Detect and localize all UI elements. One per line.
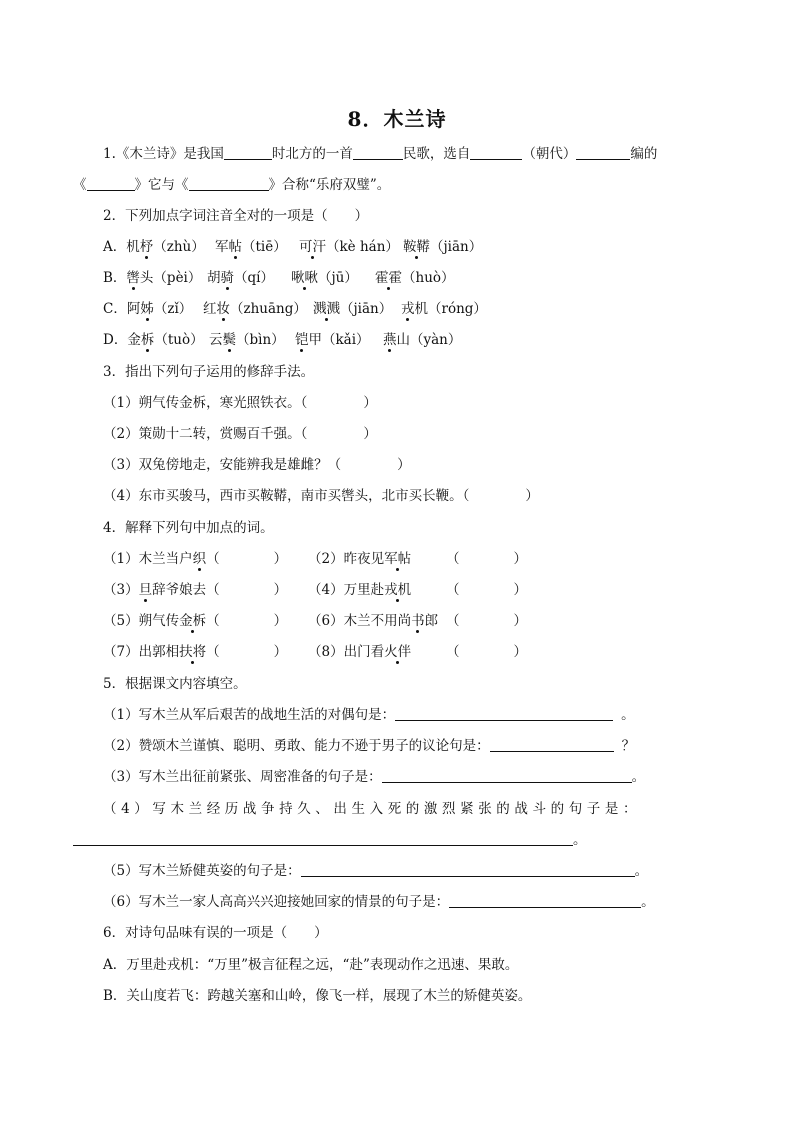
q3-item-4: （4）东市买骏马，西市买鞍鞯，南市买辔头，北市买长鞭。（ ） [103,488,539,504]
q1-blank-era[interactable] [224,145,272,160]
q5-blank-3[interactable] [382,768,632,783]
question-3-stem: 3．指出下列句子运用的修辞手法。 [103,364,315,380]
q5-item-2: （2）赞颂木兰谨慎、聪明、勇敢、能力不逊于男子的议论句是： ？ [103,738,636,754]
q4-answer-3[interactable]: （ ） [206,582,288,598]
q2-option-a[interactable]: A．机杼（zhù） 军帖（tiē） 可汗（kè hán） 鞍鞯（jiān） [103,239,483,255]
q2-option-c[interactable]: C．阿姊（zǐ） 红妆（zhuāng） 溅溅（jiān） 戎机（róng） [103,301,487,317]
q1-blank-nation[interactable] [353,145,403,160]
q4-answer-2[interactable]: （ ） [446,551,527,567]
q1-text-a: 1.《木兰诗》是我国 [103,146,224,162]
dotted-char: 金柝 [179,613,207,629]
q5-blank-1[interactable] [395,706,613,721]
dotted-char: 辔 [126,270,140,286]
q4-answer-6[interactable]: （ ） [446,613,527,629]
question-5-stem: 5．根据课文内容填空。 [103,676,247,692]
dotted-char: 军帖 [384,551,412,567]
question-4-stem: 4．解释下列句中加点的词。 [103,520,274,536]
q5-blank-2[interactable] [490,737,614,752]
question-1-line-1 [103,145,657,163]
dotted-char: 鞍鞯 [403,239,430,255]
q4-answer-5[interactable]: （ ） [206,613,288,629]
q4-answer-1[interactable]: （ ） [206,551,288,567]
q1-blank-collection[interactable] [470,145,522,160]
dotted-char: 鬓 [222,332,236,348]
dotted-char: 火伴 [384,644,412,660]
q1-blank-editor[interactable] [87,176,135,191]
q4-answer-4[interactable]: （ ） [446,582,527,598]
page-title: 8．木兰诗 [347,107,447,131]
q2-option-d[interactable]: D．金柝（tuò） 云鬓（bìn） 铠甲（kǎi） 燕山（yàn） [103,332,462,348]
q1-text-h: 》合称“乐府双璧”。 [268,177,391,193]
q3-item-1: （1）朔气传金柝，寒光照铁衣。（ ） [103,395,377,411]
dotted-char: 姊 [140,301,154,317]
q4-row-4: （7）出郭相扶将（ ） （8）出门看火伴 （ ） [103,644,527,660]
q6-option-b[interactable]: B．关山度若飞：跨越关塞和山岭，像飞一样，展现了木兰的矫健英姿。 [103,988,532,1004]
dotted-char: 骑 [220,270,234,286]
dotted-char: 尚书郎 [397,613,439,629]
dotted-char: 织 [192,551,207,567]
dotted-char: 霍霍 [375,270,402,286]
dotted-char: 燕 [383,332,397,348]
q5-item-1: （1）写木兰从军后艰苦的战地生活的对偶句是： 。 [103,707,635,723]
q5-blank-6[interactable] [449,893,641,908]
q5-blank-4[interactable] [73,831,573,846]
dotted-char: 可汗 [299,239,326,255]
q1-blank-paired-poem[interactable] [189,176,269,191]
dotted-char: 柝 [140,332,155,348]
q1-text-e: 编的 [630,146,658,162]
dotted-char: 溅溅 [313,301,340,317]
q5-item-4-answer: 。 [73,831,587,849]
q1-text-f: 《 [73,177,87,193]
q4-row-1: （1）木兰当户织（ ） （2）昨夜见军帖 （ ） [103,551,527,567]
q3-item-3: （3）双兔傍地走，安能辨我是雄雌？（ ） [103,457,411,473]
q5-item-5: （5）写木兰矫健英姿的句子是： 。 [103,863,649,879]
q1-text-g: 》它与《 [134,177,189,193]
q2-option-b[interactable]: B．辔头（pèi） 胡骑（qí） 啾啾（jū） 霍霍（huò） [103,270,455,286]
dotted-char: 铠 [295,332,309,348]
dotted-char: 帖 [228,239,242,255]
q5-blank-5[interactable] [301,862,635,877]
question-2-stem: 2．下列加点字词注音全对的一项是（ ） [103,208,369,224]
q6-option-a[interactable]: A．万里赴戎机：“万里”极言征程之远，“赴”表现动作之迅速、果敢。 [103,957,519,973]
q1-text-d: （朝代） [522,146,577,162]
dotted-char: 戎机 [384,582,412,598]
dotted-char: 旦 [138,582,153,598]
question-1-line-2 [73,176,390,194]
q4-answer-8[interactable]: （ ） [446,644,527,660]
dotted-char: 扶将 [179,644,207,660]
q5-item-6: （6）写木兰一家人高高兴兴迎接她回家的情景的句子是： 。 [103,894,655,910]
q3-item-2: （2）策勋十二转，赏赐百千强。（ ） [103,426,377,442]
q1-text-c: 民歌，选自 [402,146,471,162]
q5-item-3: （3）写木兰出征前紧张、周密准备的句子是： 。 [103,769,646,785]
q5-item-4: （4）写木兰经历战争持久、出生入死的激烈紧张的战斗的句子是： [103,801,642,817]
dotted-char: 戎 [401,301,415,317]
question-6-stem: 6．对诗句品味有误的一项是（ ） [103,925,328,941]
q4-answer-7[interactable]: （ ） [206,644,288,660]
q1-text-b: 时北方的一首 [271,146,353,162]
q4-row-2: （3）旦辞爷娘去（ ） （4）万里赴戎机 （ ） [103,582,527,598]
dotted-char: 妆 [216,301,230,317]
q1-blank-dynasty[interactable] [576,145,630,160]
q4-row-3: （5）朔气传金柝（ ） （6）木兰不用尚书郎 （ ） [103,613,527,629]
dotted-char: 杼 [139,239,154,255]
dotted-char: 啾啾 [291,270,318,286]
